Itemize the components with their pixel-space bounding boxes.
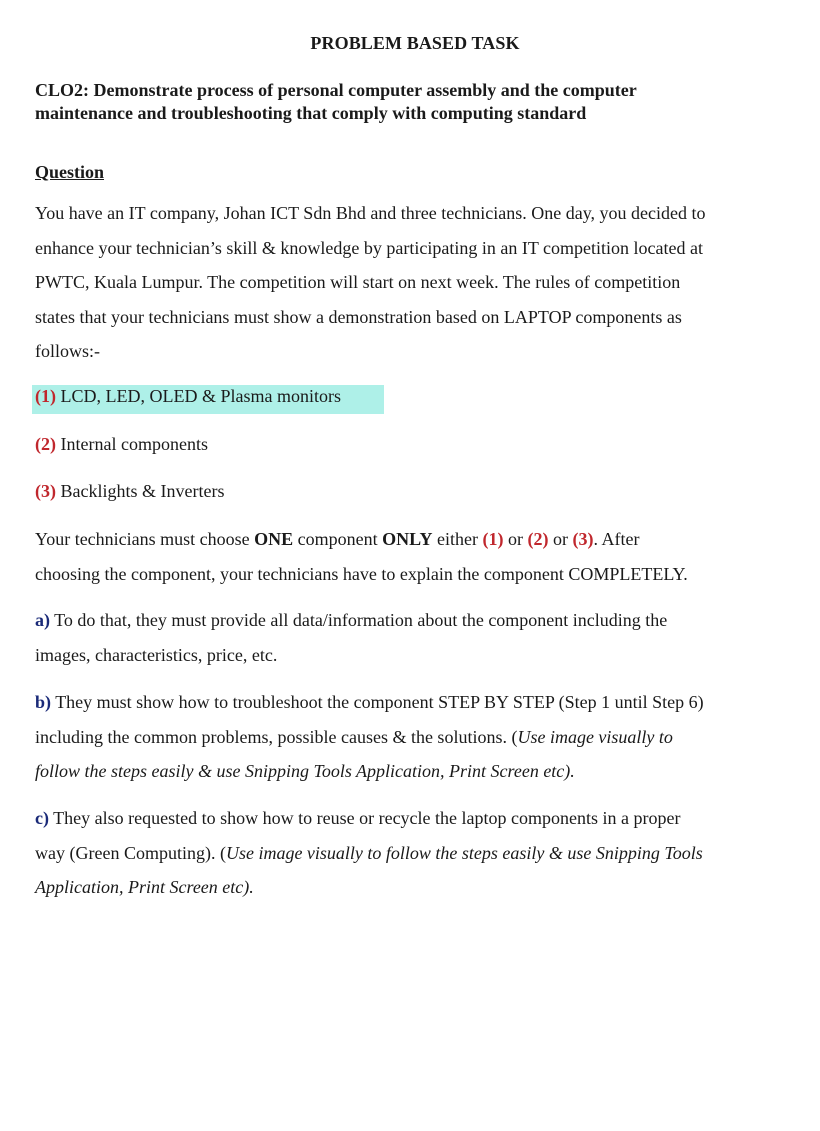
option-1-number: (1) [35, 386, 56, 406]
item-c-line-3 [35, 870, 795, 905]
item-c-text-2: way (Green Computing). ( [35, 842, 226, 863]
item-b [35, 685, 795, 789]
intro-line-3: PWTC, Kuala Lumpur. The competition will start on next week. The rules of competition [35, 272, 681, 292]
choose-num-2: (2) [527, 529, 549, 549]
item-c-label: c) [35, 808, 49, 828]
choose-text-2: component [293, 529, 383, 549]
item-c-text-1: They also requested to show how to reuse or recycle the laptop components in a proper [48, 808, 681, 828]
choose-or-1: or [503, 529, 528, 549]
item-b-italic-3: follow the steps easily & use Snipping Tools Application, Print Screen etc). [35, 761, 575, 781]
item-b-line-3 [35, 754, 795, 789]
clo-line-1: CLO2: Demonstrate process of personal computer assembly and the computer [35, 80, 637, 100]
item-a-line-1 [35, 603, 795, 638]
option-3 [35, 479, 224, 503]
intro-line-1: You have an IT company, Johan ICT Sdn Bhd and three technicians. One day, you decided to [35, 203, 706, 223]
item-b-text-1: They must show how to troubleshoot the component STEP BY STEP (Step 1 until Step 6) [51, 692, 704, 712]
option-3-text: Backlights & Inverters [56, 481, 225, 501]
choose-or-2: or [548, 529, 573, 549]
clo-line-2: maintenance and troubleshooting that comply with computing standard [35, 103, 587, 123]
item-b-text-2: including the common problems, possible causes & the solutions. ( [35, 726, 518, 747]
choose-paragraph [35, 522, 795, 591]
item-a-line-2: images, characteristics, price, etc. [35, 644, 278, 665]
option-3-number: (3) [35, 481, 56, 501]
clo-statement [35, 79, 775, 125]
option-1-text: LCD, LED, OLED & Plasma monitors [56, 386, 341, 406]
choose-num-1: (1) [482, 529, 504, 549]
intro-paragraph [35, 196, 795, 369]
choose-text-1: Your technicians must choose [35, 529, 255, 549]
item-c-italic-2: Use image visually to follow the steps easily & use Snipping Tools [225, 842, 703, 863]
choose-text-3: either [432, 529, 483, 549]
choose-only: ONLY [382, 529, 433, 549]
item-c-line-2 [35, 836, 795, 871]
item-b-line-1 [35, 685, 795, 720]
option-2-number: (2) [35, 434, 56, 454]
item-a [35, 603, 795, 672]
item-b-italic-2: Use image visually to [517, 726, 673, 747]
choose-line-1 [35, 522, 795, 557]
page-title: PROBLEM BASED TASK [310, 33, 520, 53]
question-heading: Question [35, 162, 105, 182]
choose-text-4: . After [593, 529, 640, 549]
item-b-line-2 [35, 720, 795, 755]
option-2 [35, 432, 208, 456]
intro-line-4: states that your technicians must show a demonstration based on LAPTOP components as [35, 306, 682, 327]
item-c [35, 801, 795, 905]
item-a-text-1: To do that, they must provide all data/information about the component including the [50, 610, 668, 630]
item-c-italic-3: Application, Print Screen etc). [35, 877, 254, 897]
item-a-label: a) [35, 610, 50, 630]
choose-one: ONE [254, 529, 294, 549]
item-c-line-1 [35, 801, 795, 836]
intro-line-5: follows:- [35, 341, 100, 361]
option-2-text: Internal components [56, 434, 208, 454]
choose-line-2: choosing the component, your technicians have to explain the component COMPLETELY. [35, 563, 688, 584]
item-b-label: b) [35, 692, 52, 712]
option-1 [35, 384, 341, 408]
intro-line-2: enhance your technician’s skill & knowledge by participating in an IT competition located at [35, 237, 703, 258]
choose-num-3: (3) [572, 529, 594, 549]
